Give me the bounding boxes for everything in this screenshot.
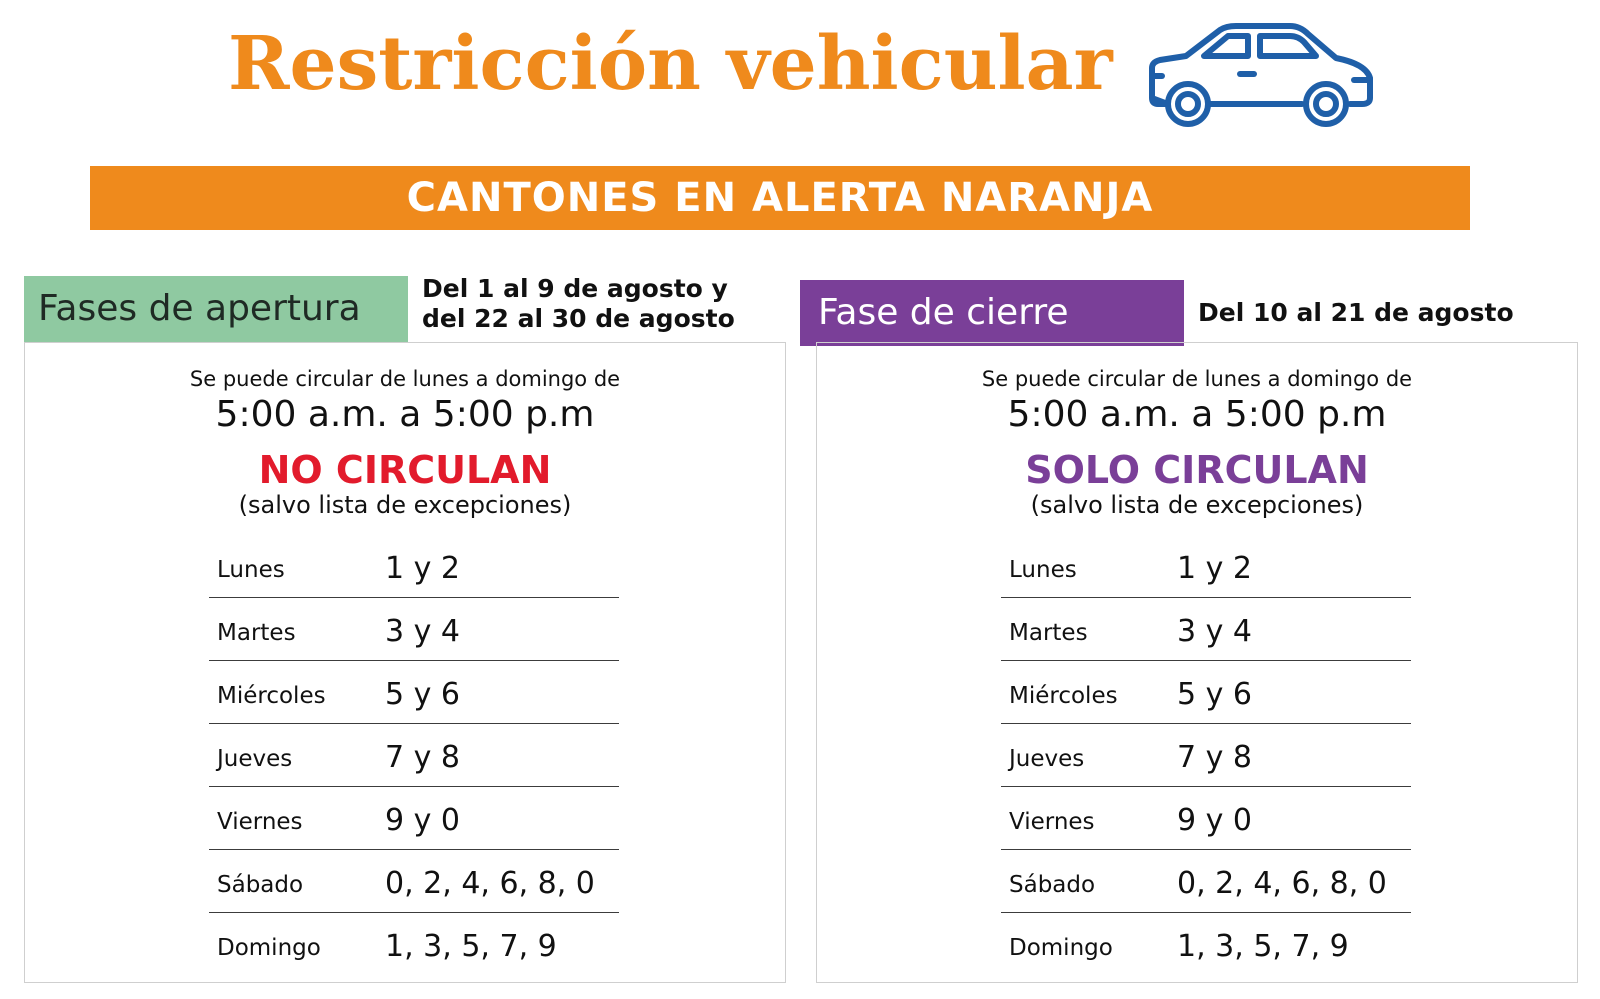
schedule-row [1001,913,1411,975]
phase-tab-apertura: Fases de apertura [24,276,408,342]
phase-tab-cierre: Fase de cierre [800,280,1184,346]
schedule-plates: 3 y 4 [1177,614,1252,649]
exceptions-note: (salvo lista de excepciones) [238,491,572,519]
schedule-plates: 0, 2, 4, 6, 8, 0 [385,866,595,901]
schedule-day: Lunes [1009,557,1077,583]
schedule-plates: 9 y 0 [1177,803,1252,838]
schedule-row [1001,850,1411,913]
schedule-row [209,661,619,724]
schedule-row [209,850,619,913]
schedule-row [209,787,619,850]
schedule-row [209,724,619,787]
schedule-day: Viernes [217,809,303,835]
plate-schedule [1001,535,1411,975]
schedule-plates: 5 y 6 [385,677,460,712]
schedule-plates: 1, 3, 5, 7, 9 [385,929,557,964]
schedule-plates: 3 y 4 [385,614,460,649]
schedule-plates: 5 y 6 [1177,677,1252,712]
circulation-status: NO CIRCULAN [258,448,552,492]
schedule-row [1001,598,1411,661]
circulation-intro: Se puede circular de lunes a domingo de [189,367,621,391]
schedule-plates: 7 y 8 [385,740,460,775]
schedule-plates: 1 y 2 [1177,551,1252,586]
page-title: Restricción vehicular [228,21,1113,107]
apertura-dates-line2: del 22 al 30 de agosto [422,304,735,333]
schedule-day: Sábado [217,872,304,898]
circulation-hours: 5:00 a.m. a 5:00 p.m [1007,394,1387,435]
circulation-intro: Se puede circular de lunes a domingo de [981,367,1413,391]
car-icon [1140,22,1376,134]
schedule-day: Domingo [1009,935,1113,961]
schedule-day: Miércoles [217,683,326,709]
schedule-day: Martes [1009,620,1088,646]
schedule-row [1001,787,1411,850]
schedule-plates: 1 y 2 [385,551,460,586]
schedule-day: Lunes [217,557,285,583]
exceptions-note: (salvo lista de excepciones) [1030,491,1364,519]
schedule-day: Martes [217,620,296,646]
schedule-plates: 1, 3, 5, 7, 9 [1177,929,1349,964]
apertura-dates [422,274,735,334]
schedule-plates: 0, 2, 4, 6, 8, 0 [1177,866,1387,901]
schedule-row [209,913,619,975]
schedule-day: Sábado [1009,872,1096,898]
schedule-plates: 7 y 8 [1177,740,1252,775]
cierre-dates: Del 10 al 21 de agosto [1198,298,1514,327]
cierre-panel [816,342,1578,983]
apertura-dates-line1: Del 1 al 9 de agosto y [422,274,728,303]
plate-schedule [209,535,619,975]
schedule-day: Domingo [217,935,321,961]
schedule-row [209,535,619,598]
schedule-day: Viernes [1009,809,1095,835]
schedule-day: Miércoles [1009,683,1118,709]
alert-banner: CANTONES EN ALERTA NARANJA [90,166,1470,230]
circulation-status: SOLO CIRCULAN [1025,448,1369,492]
apertura-panel [24,342,786,983]
schedule-row [1001,535,1411,598]
circulation-hours: 5:00 a.m. a 5:00 p.m [215,394,595,435]
schedule-day: Jueves [217,746,293,772]
schedule-row [1001,661,1411,724]
schedule-row [1001,724,1411,787]
schedule-plates: 9 y 0 [385,803,460,838]
schedule-row [209,598,619,661]
schedule-day: Jueves [1009,746,1085,772]
